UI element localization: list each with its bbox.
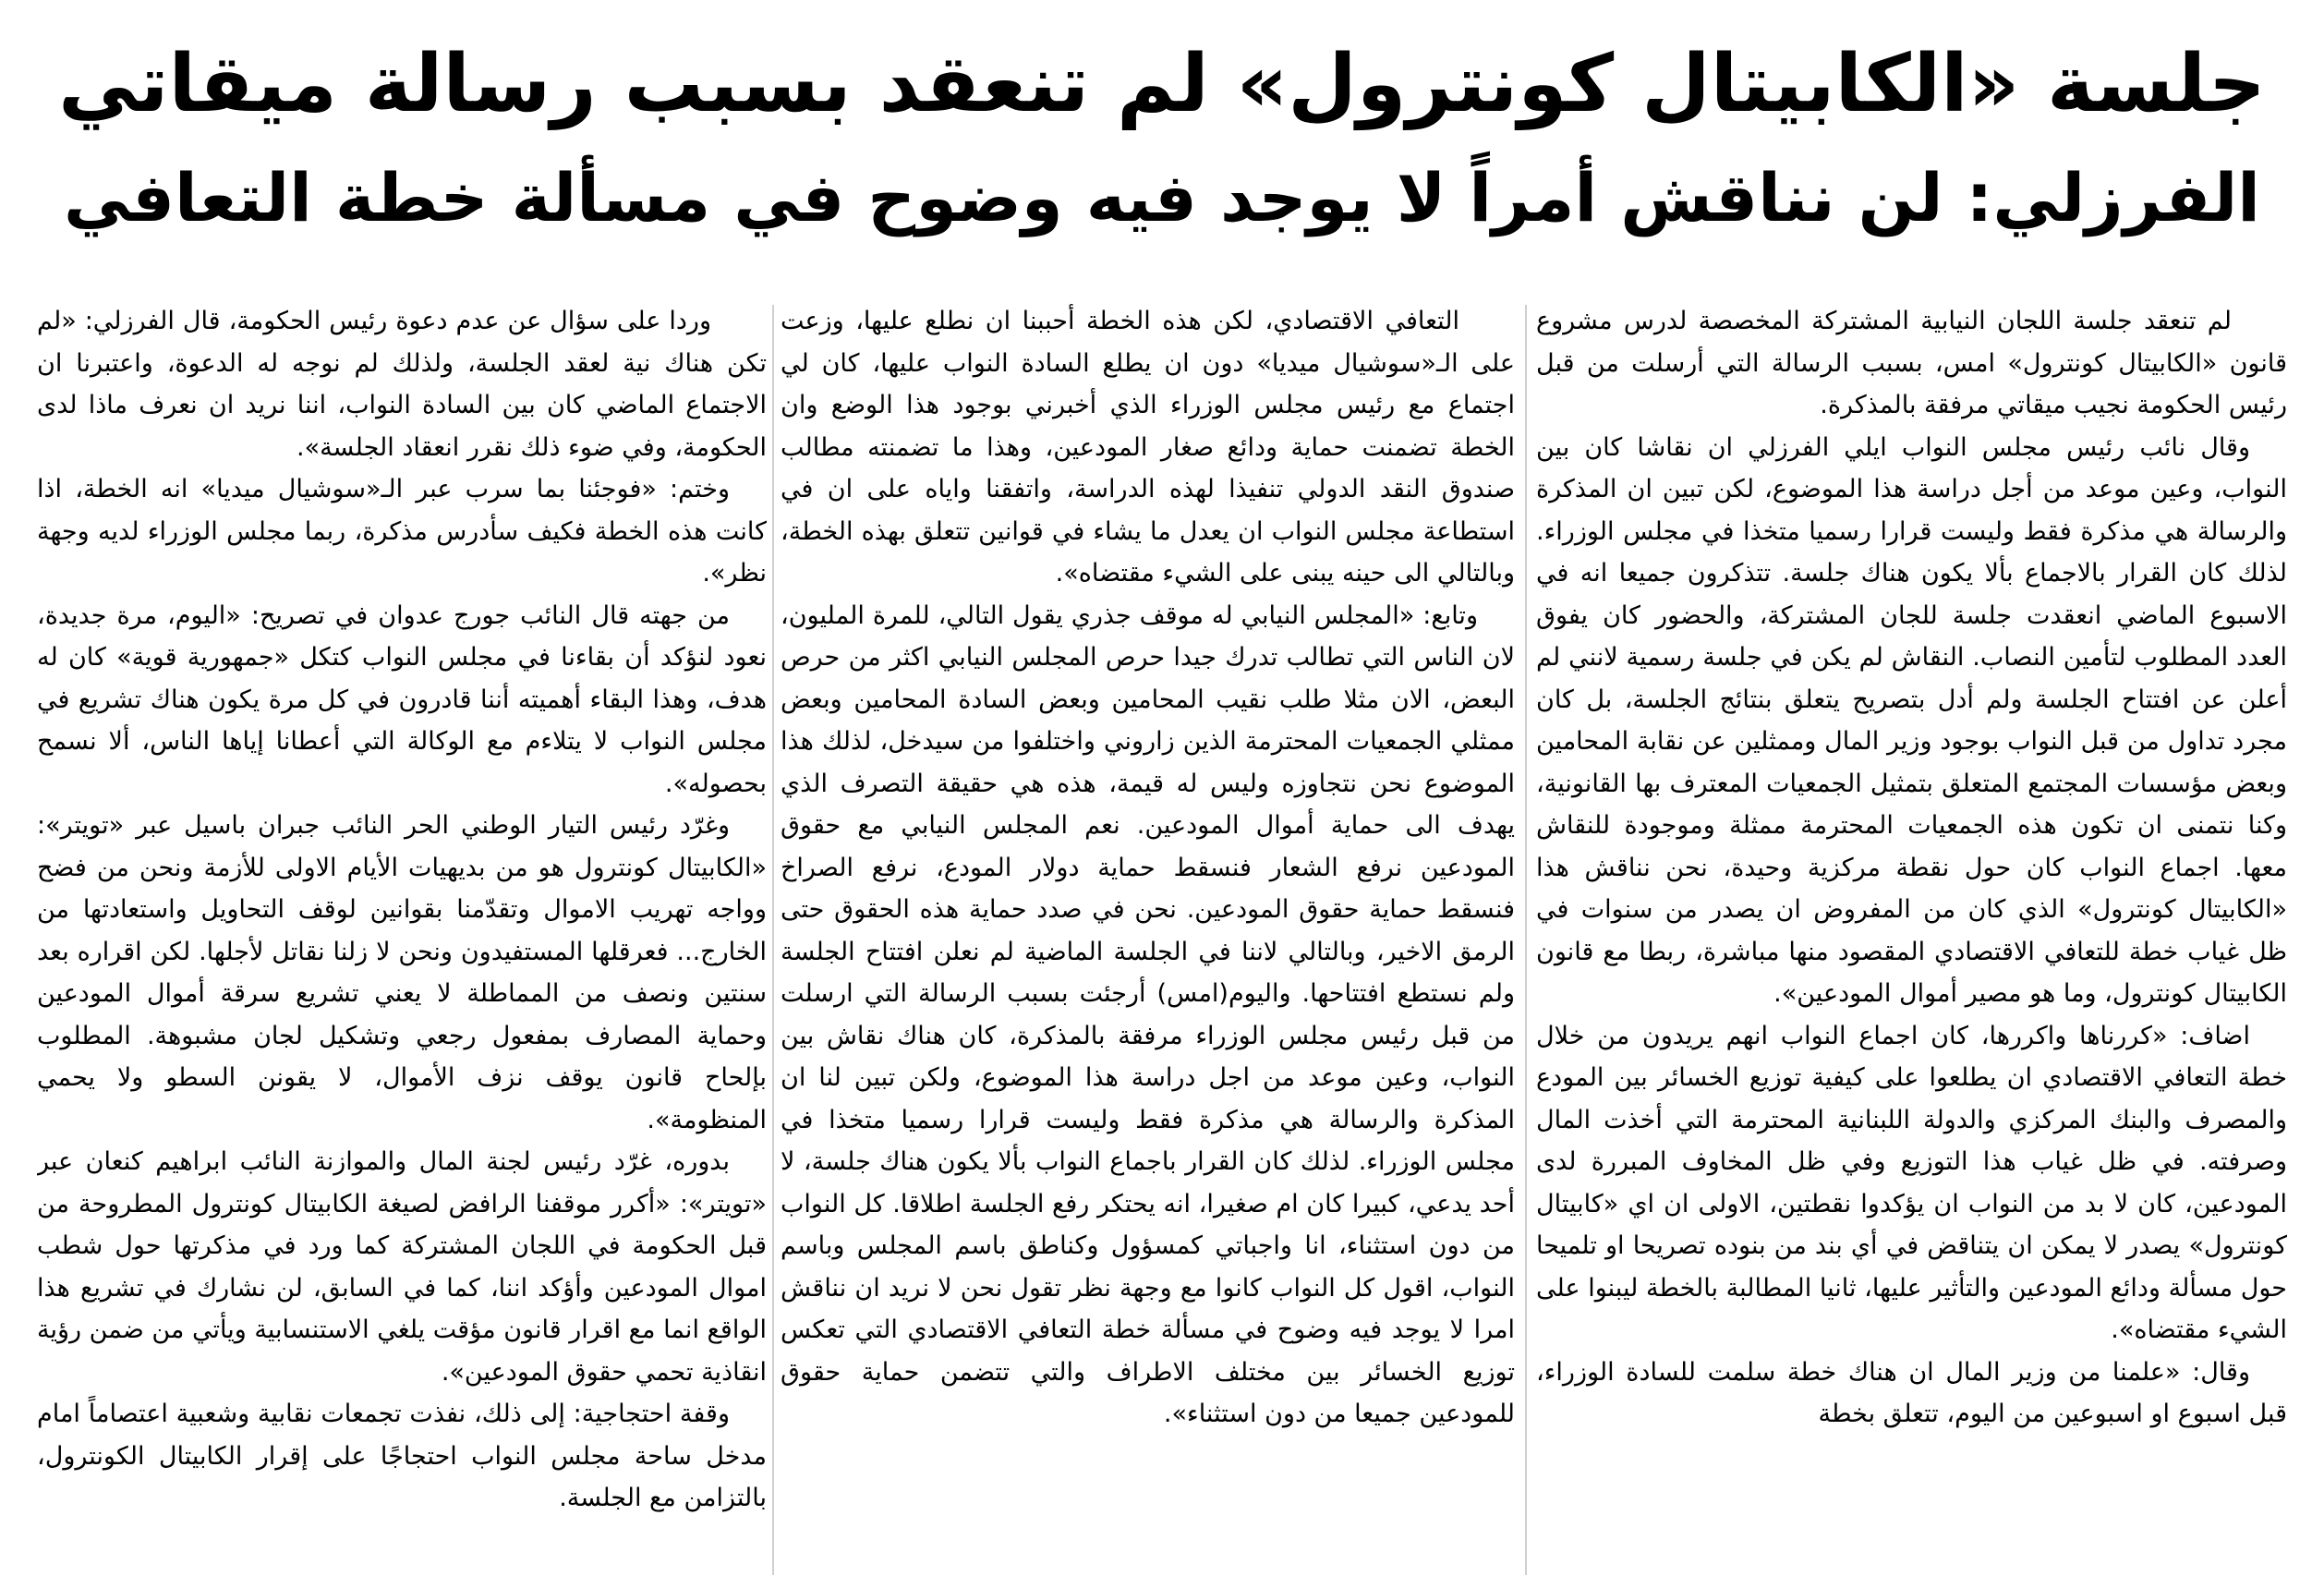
column-divider (1525, 305, 1527, 1575)
article-paragraph: وردا على سؤال عن عدم دعوة رئيس الحكومة، قال الفرزلي: «لم تكن هناك نية لعقد الجلسة، ولذلك لم نوجه له الدعوة، واعتبرنا ان الاجتماع الماضي كان بين السادة النواب، اننا نريد ان نعرف ماذا لدى الحكومة، وفي ضوء ذلك نقرر انعقاد الجلسة». (37, 307, 767, 462)
headline-secondary: الفرزلي: لن نناقش أمراً لا يوجد فيه وضوح في مسألة خطة التعافي (64, 159, 2260, 236)
article-paragraph: من جهته قال النائب جورج عدوان في تصريح: «اليوم، مرة جديدة، نعود لنؤكد أن بقاءنا في مجلس النواب كتكل «جمهورية قوية» كان له هدف، وهذا البقاء أهميته أننا قادرون في كل مرة يكون هناك تشريع في مجلس النواب لا يتلاءم مع الوكالة التي أعطانا إياها الناس، ألا نسمح بحصوله». (37, 600, 767, 798)
article-paragraph: بدوره، غرّد رئيس لجنة المال والموازنة النائب ابراهيم كنعان عبر «تويتر»: «أكرر موقفنا الرافض لصيغة الكابيتال كونترول المطروحة من قبل الحكومة في اللجان المشتركة كما ورد في مذكرتها حول شطب اموال المودعين وأؤكد اننا، كما في السابق، لن نشارك في تشريع هذا الواقع انما مع اقرار قانون مؤقت يلغي الاستنسابية ويأتي من ضمن رؤية انقاذية تحمي حقوق المودعين». (37, 1147, 767, 1387)
article-paragraph: وقال نائب رئيس مجلس النواب ايلي الفرزلي ان نقاشا كان بين النواب، وعين موعد من أجل دراسة هذا الموضوع، لكن تبين ان المذكرة والرسالة هي مذكرة فقط وليست قرارا رسميا متخذا في مجلس الوزراء. لذلك كان القرار بالاجماع بألا يكون هناك جلسة. تتذكرون جميعا انه في الاسبوع الماضي انعقدت جلسة للجان المشتركة، والحضور كان يفوق العدد المطلوب لتأمين النصاب. النقاش لم يكن في جلسة رسمية لانني لم أعلن عن افتتاح الجلسة ولم أدل بتصريح يتعلق بنتائج الجلسة، بل كان مجرد تداول من قبل النواب بوجود وزير المال وممثلين عن نقابة المحامين وبعض مؤسسات المجتمع المتعلق بتمثيل الجمعيات المعترف بها القانونية، وكنا نتمنى ان تكون هذه الجمعيات المحترمة ممثلة وموجودة للنقاش معها. اجماع النواب كان حول نقطة مركزية وحيدة، نحن نناقش هذا «الكابيتال كونترول» الذي كان من المفروض ان يصدر من سنوات في ظل غياب خطة للتعافي الاقتصادي المقصود منها مباشرة، ربطا مع قانون الكابيتال كونترول، وما هو مصير أموال المودعين». (1536, 432, 2287, 1008)
article-column-right (1536, 300, 2287, 1580)
article-paragraph: وقفة احتجاجية: إلى ذلك، نفذت تجمعات نقابية وشعبية اعتصاماً امام مدخل ساحة مجلس النواب احتجاجًا على إقرار الكابيتال الكونترول، بالتزامن مع الجلسة. (37, 1400, 767, 1512)
article-paragraph: وتابع: «المجلس النيابي له موقف جذري يقول التالي، للمرة المليون، لان الناس التي تطالب تدرك جيدا حرص المجلس النيابي اكثر من حرص البعض، الان مثلا طلب نقيب المحامين وبعض السادة المحامين وبعض ممثلي الجمعيات المحترمة الذين زاروني واختلفوا من سيدخل، لذلك هذا الموضوع نحن نتجاوزه وليس له قيمة، هذه هي حقيقة التصرف الذي يهدف الى حماية أموال المودعين. نعم المجلس النيابي مع حقوق المودعين نرفع الشعار فنسقط حماية دولار المودع، نرفع الصراخ فنسقط حماية حقوق المودعين. نحن في صدد حماية هذه الحقوق حتى الرمق الاخير، وبالتالي لاننا في الجلسة الماضية لم نعلن افتتاح الجلسة ولم نستطع افتتاحها. واليوم(امس) أرجئت بسبب الرسالة التي ارسلت من قبل رئيس مجلس الوزراء مرفقة بالمذكرة، كان هناك نقاش بين النواب، وعين موعد من اجل دراسة هذا الموضوع، ولكن تبين لنا ان المذكرة والرسالة هي مذكرة فقط وليست قرارا رسميا متخذا في مجلس الوزراء. لذلك كان القرار باجماع النواب بألا يكون هناك جلسة، لا أحد يدعي، كبيرا كان ام صغيرا، انه يحتكر رفع الجلسة اطلاقا. كل النواب من دون استثناء، انا واجباتي كمسؤول وكناطق باسم المجلس وباسم النواب، اقول كل النواب كانوا مع وجهة نظر تقول نحن لا نريد ان نناقش امرا لا يوجد فيه وضوح في مسألة خطة التعافي الاقتصادي التي تعكس توزيع الخسائر بين مختلف الاطراف والتي تتضمن حماية حقوق للمودعين جميعا من دون استثناء». (781, 600, 1515, 1428)
column-divider (772, 305, 774, 1575)
article-paragraph: وغرّد رئيس التيار الوطني الحر النائب جبران باسيل عبر «تويتر»: «الكابيتال كونترول هو من بديهيات الأيام الاولى للأزمة ونحن من فضح وواجه تهريب الاموال وتقدّمنا بقوانين لوقف التحاويل واستعادتها من الخارج... فعرقلها المستفيدون ونحن لا زلنا نقاتل لأجلها. لكن اقراره بعد سنتين ونصف من المماطلة لا يعني تشريع سرقة أموال المودعين وحماية المصارف بمفعول رجعي وتشكيل لجان مشبوهة. المطلوب بإلحاح قانون يوقف نزف الأموال، لا يقونن السطو ولا يحمي المنظومة». (37, 811, 767, 1134)
article-paragraph: اضاف: «كررناها واكررها، كان اجماع النواب انهم يريدون من خلال خطة التعافي الاقتصادي ان يطلعوا على كيفية توزيع الخسائر بين المودع والمصرف والبنك المركزي والدولة اللبنانية المحترمة التي أخذت المال وصرفته. في ظل غياب هذا التوزيع وفي ظل المخاوف المبررة لدى المودعين، كان لا بد من النواب ان يؤكدوا نقطتين، الاولى ان اي «كابيتال كونترول» يصدر لا يمكن ان يتناقض في أي بند من بنوده تصريحا او تلميحا حول مسألة ودائع المودعين والتأثير عليها، ثانيا المطالبة بالخطة ليبنوا على الشيء مقتضاه». (1536, 1021, 2287, 1344)
headline-primary: جلسة «الكابيتال كونترول» لم تنعقد بسبب رسالة ميقاتي (58, 38, 2266, 130)
article-column-left (37, 300, 767, 1580)
article-paragraph: وختم: «فوجئنا بما سرب عبر الـ«سوشيال ميديا» انه الخطة، اذا كانت هذه الخطة فكيف سأدرس مذكرة، ربما مجلس الوزراء لديه وجهة نظر». (37, 475, 767, 588)
article-paragraph: وقال: «علمنا من وزير المال ان هناك خطة سلمت للسادة الوزراء، قبل اسبوع او اسبوعين من اليوم، تتعلق بخطة (1536, 1357, 2287, 1428)
article-paragraph: لم تنعقد جلسة اللجان النيابية المشتركة المخصصة لدرس مشروع قانون «الكابيتال كونترول» امس، بسبب الرسالة التي أرسلت من قبل رئيس الحكومة نجيب ميقاتي مرفقة بالمذكرة. (1536, 307, 2287, 419)
article-column-middle (781, 300, 1515, 1580)
article-paragraph: التعافي الاقتصادي، لكن هذه الخطة أحببنا ان نطلع عليها، وزعت على الـ«سوشيال ميديا» دون ان يطلع السادة النواب عليها، كان لي اجتماع مع رئيس مجلس الوزراء الذي أخبرني بوجود هذا الوضع وان الخطة تضمنت حماية ودائع صغار المودعين، وهذا ما تضمنته مطالب صندوق النقد الدولي تنفيذا لهذه الدراسة، واتفقنا واياه على ان في استطاعة مجلس النواب ان يعدل ما يشاء في قوانين تتعلق بهذه الخطة، وبالتالي الى حينه يبنى على الشيء مقتضاه». (781, 307, 1515, 588)
